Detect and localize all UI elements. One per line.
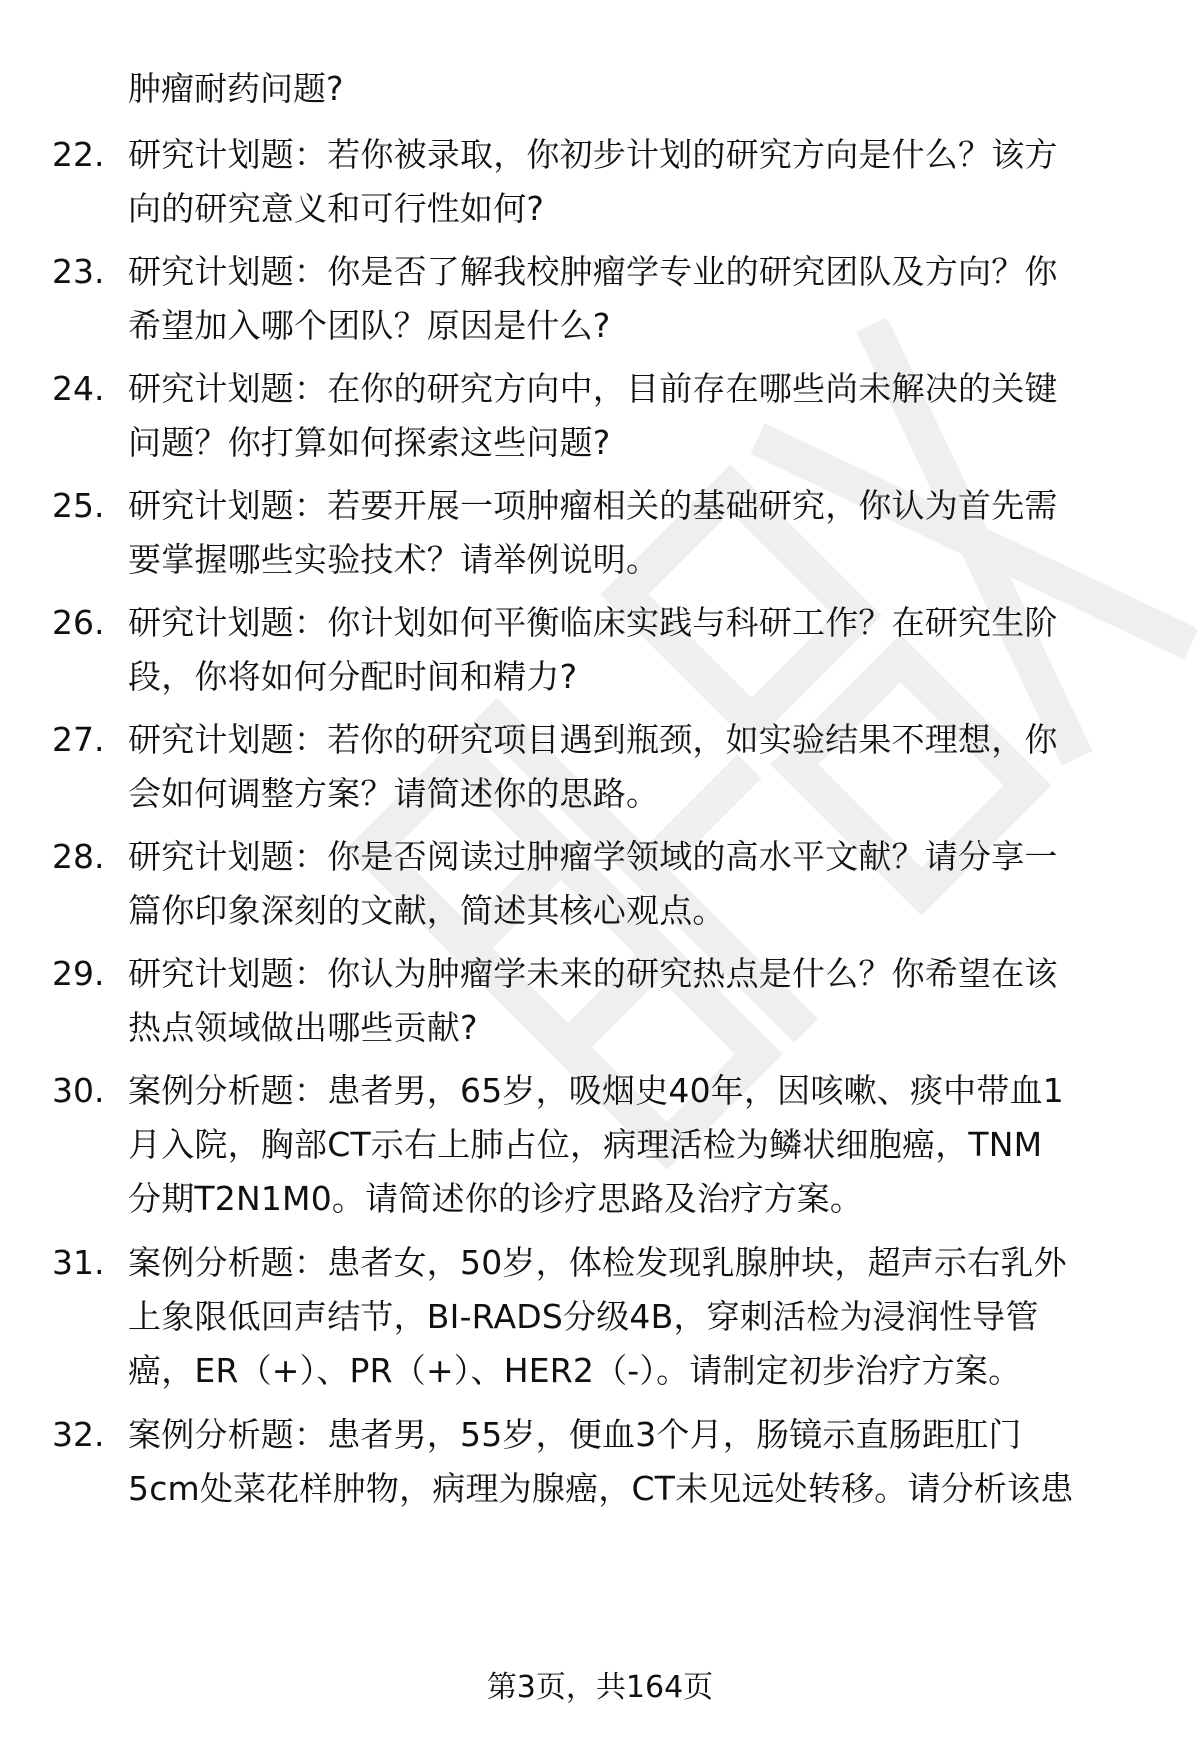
question-text [128, 1408, 1148, 1516]
question-text [128, 479, 1148, 587]
question-line: 研究计划题：若你的研究项目遇到瓶颈，如实验结果不理想，你 [128, 720, 1058, 759]
question-line: 案例分析题：患者男，55岁，便血3个月，肠镜示直肠距肛门 [128, 1415, 1022, 1454]
question-number: 32. [52, 1415, 105, 1454]
question-number: 27. [52, 720, 105, 759]
question-number: 28. [52, 837, 105, 876]
question-text [128, 947, 1148, 1055]
question-line: 研究计划题：你认为肿瘤学未来的研究热点是什么？你希望在该 [128, 954, 1058, 993]
question-line: 研究计划题：你是否了解我校肿瘤学专业的研究团队及方向？你 [128, 252, 1058, 291]
question-line: 问题？你打算如何探索这些问题? [128, 423, 611, 462]
question-number: 23. [52, 252, 105, 291]
question-line: 研究计划题：你是否阅读过肿瘤学领域的高水平文献？请分享一 [128, 837, 1058, 876]
question-line: 向的研究意义和可行性如何? [128, 189, 545, 228]
question-number: 24. [52, 369, 105, 408]
question-number: 29. [52, 954, 105, 993]
question-number: 22. [52, 135, 105, 174]
continuation-text: 肿瘤耐药问题? [128, 69, 344, 108]
question-text [128, 128, 1148, 236]
question-text [128, 1236, 1148, 1398]
question-text [128, 713, 1148, 821]
question-line: 上象限低回声结节，BI-RADS分级4B，穿刺活检为浸润性导管 [128, 1297, 1039, 1336]
question-line: 癌，ER（+）、PR（+）、HER2（-）。请制定初步治疗方案。 [128, 1351, 1022, 1390]
question-line: 案例分析题：患者女，50岁，体检发现乳腺肿块，超声示右乳外 [128, 1243, 1067, 1282]
question-text [128, 245, 1148, 353]
question-line: 5cm处菜花样肿物，病理为腺癌，CT未见远处转移。请分析该患 [128, 1469, 1074, 1508]
question-line: 要掌握哪些实验技术？请举例说明。 [128, 540, 660, 579]
question-line: 热点领域做出哪些贡献? [128, 1008, 478, 1047]
question-line: 研究计划题：若要开展一项肿瘤相关的基础研究，你认为首先需 [128, 486, 1058, 525]
question-text [128, 596, 1148, 704]
question-line: 月入院，胸部CT示右上肺占位，病理活检为鳞状细胞癌，TNM [128, 1125, 1043, 1164]
question-line: 希望加入哪个团队？原因是什么? [128, 306, 611, 345]
question-text [128, 362, 1148, 470]
question-number: 30. [52, 1071, 105, 1110]
question-line: 会如何调整方案？请简述你的思路。 [128, 774, 660, 813]
question-line: 研究计划题：在你的研究方向中，目前存在哪些尚未解决的关键 [128, 369, 1058, 408]
question-line: 篇你印象深刻的文献，简述其核心观点。 [128, 891, 726, 930]
question-line: 分期T2N1M0。请简述你的诊疗思路及治疗方案。 [128, 1179, 864, 1218]
question-line: 研究计划题：你计划如何平衡临床实践与科研工作？在研究生阶 [128, 603, 1058, 642]
question-text [128, 1064, 1148, 1226]
question-number: 26. [52, 603, 105, 642]
question-number: 25. [52, 486, 105, 525]
question-line: 段，你将如何分配时间和精力? [128, 657, 578, 696]
page-footer: 第3页，共164页 [486, 1670, 714, 1705]
question-number: 31. [52, 1243, 105, 1282]
question-line: 研究计划题：若你被录取，你初步计划的研究方向是什么？该方 [128, 135, 1058, 174]
question-line: 案例分析题：患者男，65岁，吸烟史40年，因咳嗽、痰中带血1 [128, 1071, 1064, 1110]
question-text [128, 830, 1148, 938]
